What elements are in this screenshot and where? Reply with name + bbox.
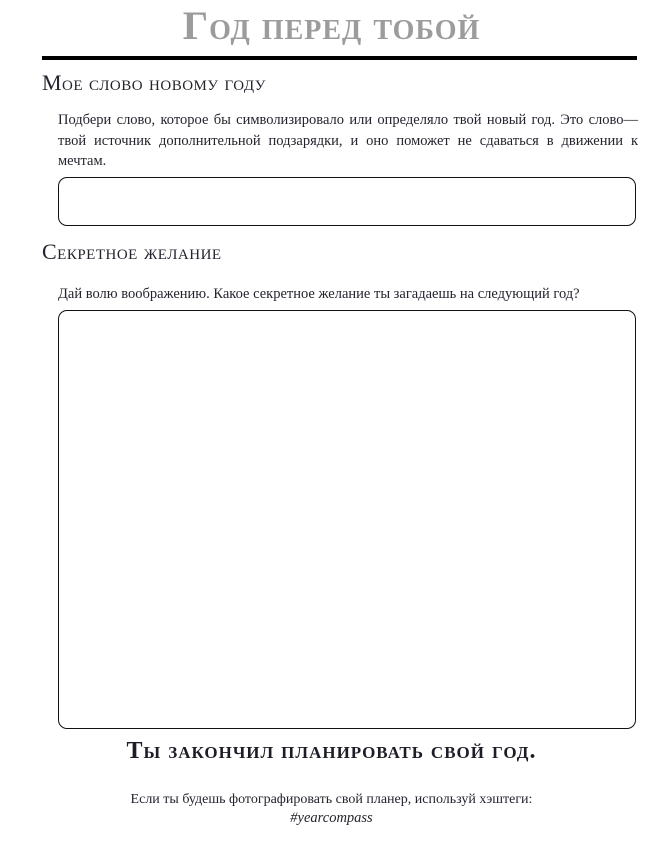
section-heading-secret-wish: Секретное желание: [42, 239, 222, 264]
section-description-word: Подбери слово, которое бы символизировало или определяло твой новый год. Это слово— твой источник дополнительной подзарядки, и оно поможет не сдаваться в движении к мечтам.: [58, 112, 638, 169]
hashtag-yearcompass: #yearcompass: [290, 810, 373, 826]
wish-input-box[interactable]: [58, 310, 636, 729]
section-heading-word-for-new-year: Мое слово новому году: [42, 70, 266, 95]
word-input-box[interactable]: [58, 177, 636, 226]
hashtag-note: Если ты будешь фотографировать свой планер, используй хэштеги:: [130, 792, 533, 807]
closing-statement: Ты закончил планировать свой год.: [126, 738, 537, 764]
section-description-wish: Дай волю воображению. Какое секретное желание ты загадаешь на следующий год?: [58, 286, 580, 302]
page-title: Год перед тобой: [182, 3, 481, 48]
title-divider: [42, 56, 637, 60]
